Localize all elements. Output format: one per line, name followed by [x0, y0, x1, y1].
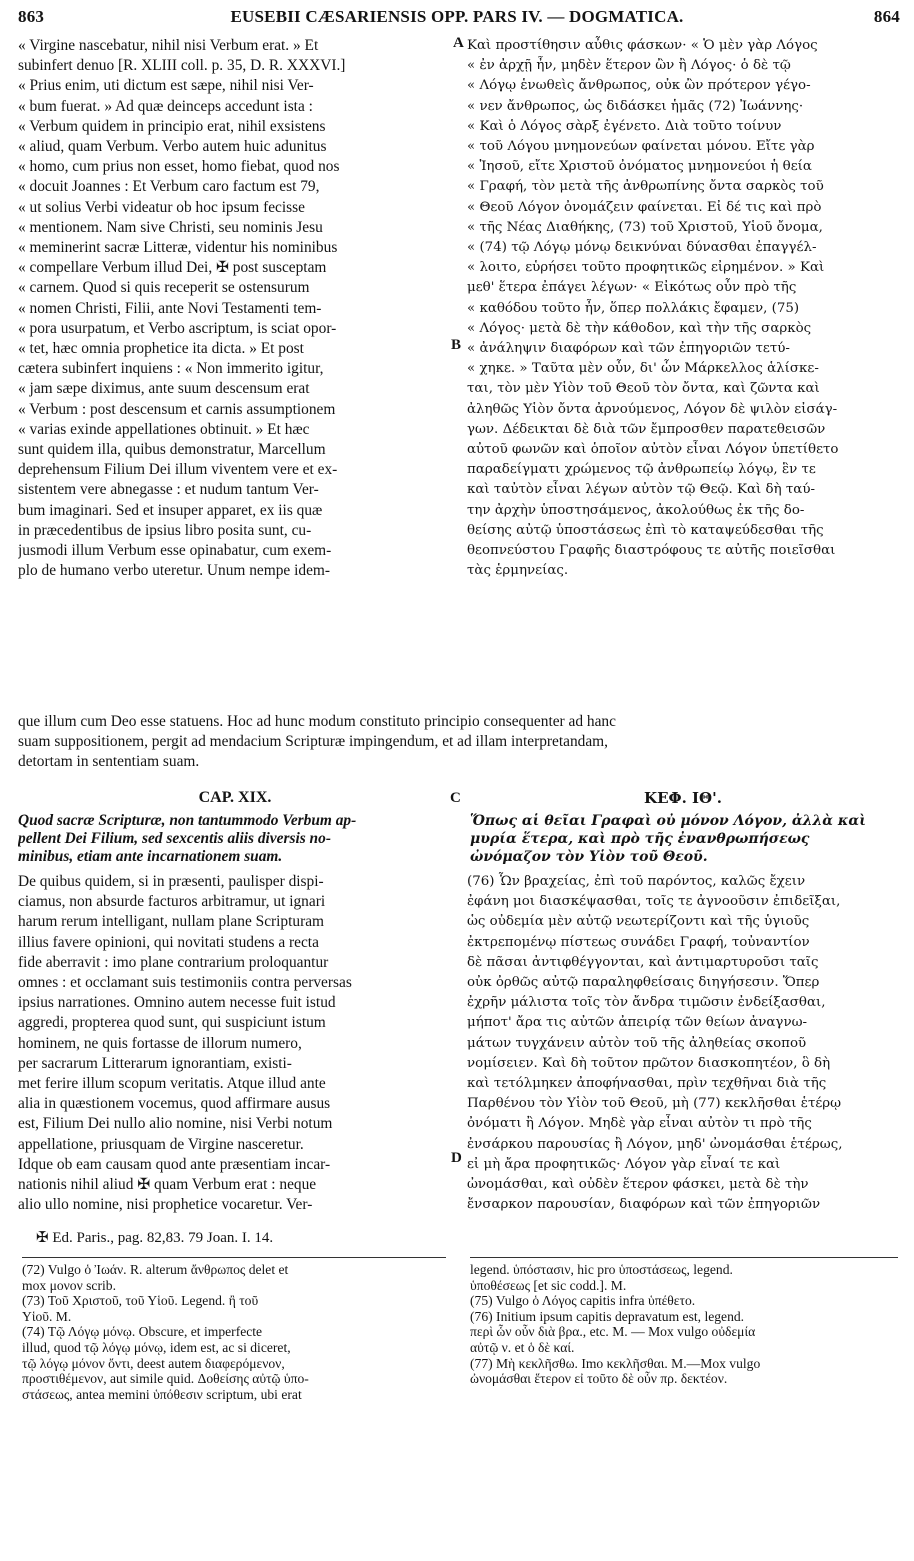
greek-summary-line: ὠνόμαζον τὸν Υἱὸν τοῦ Θεοῦ.	[470, 849, 708, 865]
greek-line: « Λόγῳ ἑνωθεὶς ἄνθρωπος, οὐκ ὢν πρότερον γέγο-	[467, 78, 811, 94]
greek-text-line: καὶ τετόλμηκεν ἀποφήνασθαι, πρὶν τεχθῆναι διὰ τῆς	[467, 1076, 827, 1092]
greek-chapter-summary	[470, 812, 902, 866]
full-width-line: suam suppositionem, pergit ad mendacium Scripturæ impingendum, et ad illam interpretandam,	[18, 733, 608, 751]
latin-line: « ut solius Verbi videatur ob hoc ipsum fecisse	[18, 198, 305, 216]
latin-chapter-text	[18, 872, 452, 1215]
page-number-left: 863	[18, 7, 45, 26]
greek-line: « καθόδου τοῦτο ἦν, ὅπερ πολλάκις ἔφαμεν, (75)	[467, 300, 800, 316]
greek-text-line: (76) Ὧν βραχείας, ἐπὶ τοῦ παρόντος, καλῶς ἔχειν	[467, 874, 806, 889]
latin-text-line: omnes : et occlamant suis testimoniis contra perversas	[18, 974, 352, 992]
latin-text-line: ipsius narrationes. Omnino autem necesse fuit istud	[18, 994, 336, 1012]
footnote-line: (73) Τοῦ Χριστοῦ, τοῦ Υἱοῦ. Legend. ἢ τοῦ	[22, 1293, 259, 1309]
footnote-line: αὐτῷ ν. et ὁ δὲ καί.	[470, 1339, 575, 1355]
footnote-line: περὶ ὧν οὖν διὰ βρα., etc. M. — Mox vulgo οὐδεμία	[470, 1324, 756, 1340]
edition-note: ✠ Ed. Paris., pag. 82,83. 79 Joan. I. 14.	[36, 1230, 274, 1246]
latin-chapter-heading: CAP. XIX.	[198, 789, 272, 806]
latin-chapter-summary	[18, 812, 452, 866]
latin-line: « nomen Christi, Filii, ante Novi Testamenti tem-	[18, 299, 322, 317]
greek-line: θείσης αὐτῷ ὑποστάσεως ἐπὶ τὸ καταψεύδεσθαι τῆς	[467, 522, 824, 538]
margin-letter-c: C	[450, 790, 461, 806]
latin-line: jusmodi illum Verbum esse opinabatur, cum exem-	[18, 542, 332, 560]
latin-text-line: Idque ob eam causam quod ante præsentiam incar-	[18, 1155, 331, 1173]
greek-text-line: ὡς οὐδεμία μὲν αὐτῷ νεωτερίζοντι καὶ τῆς ὑγιοῦς	[467, 914, 810, 930]
greek-text-line: δὲ πᾶσαι ἀντιφθέγγονται, καὶ ἀντιμαρτυροῦσι ταῖς	[467, 954, 819, 970]
footnote-line: (76) Initium ipsum capitis depravatum est, legend.	[470, 1308, 745, 1324]
footnote-line: (77) Μὴ κεκλῆσθω. Imo κεκλῆσθαι. M.—Mox vulgo	[470, 1355, 761, 1371]
latin-summary-line: minibus, etiam ante incarnationem suam.	[18, 848, 283, 865]
greek-line: « νεν ἄνθρωπος, ὡς διδάσκει ἡμᾶς (72) Ἰωάννης·	[467, 98, 804, 114]
greek-line: την ἀρχὴν ὑποστησάμενος, ἀκολούθως ἐκ τῆς δο-	[467, 502, 805, 518]
greek-text-line: ἐκτρεπομένῳ πίστεως συνάδει Γραφή, τοὐναντίον	[467, 934, 810, 950]
greek-line: παραδείγματι χρώμενος τῷ ἀνθρωπείῳ λόγῳ, ἓν τε	[467, 462, 816, 478]
latin-line: « carnem. Quod si quis receperit se ostensurum	[18, 279, 310, 297]
latin-line: « mentionem. Nam sive Christi, seu nominis Jesu	[18, 218, 323, 236]
footnote-line: (75) Vulgo ὁ Λόγος capitis infra ὑπέθετο.	[470, 1293, 696, 1309]
margin-letter-a: A	[453, 35, 464, 51]
latin-line: deprehensum Filium Dei illum viventem vere et ex-	[18, 461, 338, 479]
greek-text-line: ὠνομάσθαι, καὶ οὐδὲν ἕτερον φάσκει, μετὰ δὲ τὴν	[467, 1177, 809, 1193]
greek-text-line: οὐκ ὀρθῶς αὐτῷ παραληφθείσαις διηγήσεσιν. Ὅπερ	[467, 975, 820, 991]
greek-text-line: ἐχρῆν μάλιστα τοῖς τὸν ἄνδρα τιμῶσιν ἐνδείξασθαι,	[467, 995, 826, 1011]
footnote-line: ὑποθέσεως [et sic codd.]. M.	[470, 1277, 627, 1293]
greek-text-line: Παρθένου τὸν Υἱὸν τοῦ Θεοῦ, μὴ (77) κεκλῆσθαι ἑτέρῳ	[467, 1096, 842, 1112]
latin-text-line: est, Filium Dei nullo alio nomine, nisi Verbi notum	[18, 1115, 333, 1133]
greek-text-line: εἰ μὴ ἄρα προφητικῶς· Λόγον γὰρ εἶναί τε καὶ	[467, 1156, 781, 1172]
latin-summary-line: Quod sacræ Scripturæ, non tantummodo Verbum ap-	[18, 812, 357, 829]
latin-text-line: appellatione, priusquam de Virgine nasceretur.	[18, 1135, 304, 1153]
greek-line: γων. Δέδεικται δὲ διὰ τῶν ἔμπροσθεν παρατεθεισῶν	[467, 421, 826, 437]
greek-line: « λοιτο, εὑρήσει τοῦτο προφητικῶς εἰρημένον. » Καὶ	[467, 260, 825, 276]
greek-text-line: ἐφάνη μοι διασκέψασθαι, τοῖς τε ἀγνοοῦσιν ἐπιδεῖξαι,	[467, 894, 841, 910]
greek-line: θεοπνεύστου Γραφῆς διαστρόφους τε αὐτῆς ποιεῖσθαι	[467, 543, 836, 559]
greek-column-top	[467, 36, 899, 581]
latin-text-line: per sacrarum Litterarum ignorantiam, existi-	[18, 1054, 292, 1072]
latin-line: subinfert denuo [R. XLIII coll. p. 35, D. R. XXXVI.]	[18, 57, 346, 75]
greek-text-line: ὀνόματι ἢ Λόγον. Μηδὲ γὰρ εἶναι αὐτὸν τι πρὸ τῆς	[467, 1116, 812, 1132]
full-width-line: detortam in sententiam suam.	[18, 753, 200, 771]
greek-text-line: μήποτ' ἄρα τις αὐτῶν ἀπειρίᾳ τῶν θείων ἀναγνω-	[467, 1015, 808, 1031]
greek-chapter-text	[467, 872, 899, 1215]
footnote-line: mox μονον scrib.	[22, 1277, 116, 1293]
greek-text-line: ἐνσάρκου παρουσίας ἢ Λόγον, μηδ' ὠνομάσθαι ἑτέρως,	[467, 1136, 843, 1152]
latin-line: « varias exinde appellationes obtinuit. » Et hæc	[18, 420, 310, 438]
footnotes-left	[22, 1262, 450, 1402]
greek-line: « Λόγος· μετὰ δὲ τὴν κάθοδον, καὶ τὴν τῆς σαρκὸς	[467, 320, 812, 336]
latin-text-line: alio ullo nomine, nisi prophetice vocaretur. Ver-	[18, 1196, 313, 1214]
greek-text-line: νομίσειεν. Καὶ δὴ τοῦτον πρῶτον διασκοπητέον, ὃ δὴ	[467, 1055, 831, 1071]
full-width-line: que illum cum Deo esse statuens. Hoc ad hunc modum constituto principio consequenter ad hanc	[18, 713, 616, 730]
greek-line: « τοῦ Λόγου μνημονεύων φαίνεται μόνου. Εἴτε γὰρ	[467, 139, 815, 155]
footnote-line: legend. ὑπόστασιν, hic pro ὑποστάσεως, legend.	[470, 1262, 733, 1277]
latin-text-line: illius favere opinioni, qui novitati studens a recta	[18, 933, 319, 951]
running-title: EUSEBII CÆSARIENSIS OPP. PARS IV. — DOGMATICA.	[230, 7, 684, 26]
latin-text-line: aggredi, propterea quod sunt, qui suspiciunt istum	[18, 1014, 326, 1032]
latin-text-line: De quibus quidem, si in præsenti, paulisper dispi-	[18, 873, 324, 890]
greek-line: « (74) τῷ Λόγῳ μόνῳ δεικνύναι δύνασθαι ἐπαγγέλ-	[467, 240, 817, 256]
latin-text-line: alia in quæstionem vocemus, quod affirmare ausus	[18, 1095, 331, 1113]
latin-line: « compellare Verbum illud Dei, ✠ post susceptam	[18, 259, 327, 277]
footnote-line: Υἱοῦ. M.	[22, 1308, 72, 1324]
latin-text-line: hominem, ne quis fortasse de illorum numero,	[18, 1034, 302, 1052]
latin-line: « Virgine nascebatur, nihil nisi Verbum erat. » Et	[18, 37, 319, 54]
margin-letter-d: D	[451, 1150, 462, 1166]
footnote-line: illud, quod τῷ λόγῳ μόνῳ, idem est, ac si diceret,	[22, 1339, 291, 1355]
latin-line: « Prius enim, uti dictum est sæpe, nihil nisi Ver-	[18, 77, 314, 95]
greek-line: τὰς ἑρμηνείας.	[467, 563, 569, 579]
greek-line: αὐτοῦ φωνῶν καὶ ὁποῖον αὐτὸν εἶναι Λόγον ὑπετίθετο	[467, 442, 839, 458]
greek-summary-line: μυρία ἕτερα, καὶ πρὸ τῆς ἐνανθρωπήσεως	[470, 831, 810, 847]
greek-summary-line: Ὅπως αἱ θεῖαι Γραφαὶ οὐ μόνον Λόγον, ἀλλὰ καὶ	[470, 813, 866, 829]
latin-column-top	[18, 36, 452, 581]
footnotes-right	[470, 1262, 900, 1387]
full-width-paragraph	[18, 712, 899, 773]
footnote-line: ὠνομάσθαι ἕτερον εἰ τοῦτο δὲ οὖν πρ. δεκτέον.	[470, 1371, 728, 1387]
footnote-line: τῷ λόγῳ μόνον ὄντι, deest autem διαφερόμενον,	[22, 1355, 285, 1371]
footnote-line: προστιθέμενον, aut simile quid. Δοθείσης αὐτῷ ὑπο-	[22, 1371, 309, 1387]
greek-line: Καὶ προστίθησιν αὖθις φάσκων· « Ὁ μὲν γὰρ Λόγος	[467, 38, 818, 53]
latin-line: bum imaginari. Sed et insuper apparet, ex iis quæ	[18, 501, 323, 519]
footnote-line: (72) Vulgo ὁ Ἰωάν. R. alterum ἄνθρωπος delet et	[22, 1262, 289, 1277]
greek-line: « ἐν ἀρχῇ ἦν, μηδὲν ἕτερον ὢν ἢ Λόγος· ὁ δὲ τῷ	[467, 58, 791, 74]
latin-line: « docuit Joannes : Et Verbum caro factum est 79,	[18, 178, 320, 196]
latin-text-line: ciamus, non absurde facturos arbitramur, ut ignari	[18, 893, 326, 911]
latin-text-line: fide aberravit : imo plane contrarium proloquantur	[18, 953, 329, 971]
footnote-rule-right	[470, 1257, 898, 1258]
greek-line: μεθ' ἕτερα ἐπάγει λέγων· « Εἰκότως οὖν πρὸ τῆς	[467, 280, 797, 296]
latin-line: sunt quidem illa, quibus demonstratur, Marcellum	[18, 441, 326, 459]
greek-line: ται, τὸν μὲν Υἱὸν τοῦ Θεοῦ τὸν ὄντα, καὶ ζῶντα καὶ	[467, 381, 820, 397]
latin-line: « aliud, quam Verbum. Verbo autem huic adunitus	[18, 138, 327, 156]
latin-text-line: nationis nihil aliud ✠ quam Verbum erat : neque	[18, 1176, 317, 1194]
greek-line: « Γραφή, τὸν μετὰ τῆς ἀνθρωπίνης ὄντα σαρκὸς τοῦ	[467, 179, 824, 195]
greek-text-line: ἔνσαρκον παρουσίαν, διαφόρων καὶ τῶν ἐπηγοριῶν	[467, 1197, 821, 1213]
footnote-line: (74) Τῷ Λόγῳ μόνῳ. Obscure, et imperfecte	[22, 1324, 263, 1340]
latin-line: in præcedentibus de ipsius libro posita sunt, cu-	[18, 521, 312, 539]
page-number-right: 864	[873, 7, 900, 26]
greek-line: ἀληθῶς Υἱὸν ὄντα ἀρνούμενος, Λόγον δὲ ψιλὸν εἰσάγ-	[467, 401, 838, 417]
latin-summary-line: pellent Dei Filium, sed sexcentis aliis diversis no-	[18, 830, 331, 847]
footnote-line: στάσεως, antea memini ὑπόθεσιν scriptum, ubi erat	[22, 1386, 302, 1402]
latin-line: « jam sæpe diximus, ante suum descensum erat	[18, 380, 310, 398]
latin-text-line: harum rerum intelligant, nullam plane Scripturam	[18, 913, 325, 931]
greek-chapter-heading: ΚΕΦ. ΙΘ'.	[644, 789, 722, 807]
latin-line: « Verbum : post descensum et carnis assumptionem	[18, 400, 336, 418]
greek-line: καὶ ταὐτὸν εἶναι λέγων αὐτὸν τῷ Θεῷ. Καὶ δὴ ταύ-	[467, 482, 815, 498]
latin-line: « homo, cum prius non esset, homo fiebat, quod nos	[18, 158, 340, 176]
latin-line: « pora usurpatum, et Verbo ascriptum, is sciat opor-	[18, 319, 337, 337]
margin-letter-b: B	[451, 337, 462, 353]
latin-line: sistentem vere abnegasse : et nudum tantum Ver-	[18, 481, 319, 499]
latin-line: cætera subinfert inquiens : « Non immerito igitur,	[18, 360, 324, 378]
greek-line: « Ἰησοῦ, εἴτε Χριστοῦ ὀνόματος μνημονεύοι ἡ θεία	[467, 159, 812, 175]
footnote-rule-left	[22, 1257, 446, 1258]
greek-line: « ἀνάληψιν διαφόρων καὶ τῶν ἐπηγοριῶν τετύ-	[467, 341, 790, 357]
greek-line: « χηκε. » Ταῦτα μὲν οὖν, δι' ὧν Μάρκελλος ἁλίσκε-	[467, 361, 819, 377]
greek-line: « Θεοῦ Λόγον ὀνομάζειν φαίνεται. Εἰ δέ τις καὶ πρὸ	[467, 199, 822, 215]
latin-line: « tet, hæc omnia prophetice ita dicta. » Et post	[18, 340, 304, 358]
latin-line: « meminerint sacræ Litteræ, videntur his nominibus	[18, 239, 338, 257]
greek-line: « Καὶ ὁ Λόγος σὰρξ ἐγένετο. Διὰ τοῦτο τοίνυν	[467, 118, 782, 134]
greek-line: « τῆς Νέας Διαθήκης, (73) τοῦ Χριστοῦ, Υἱοῦ ὄνομα,	[467, 219, 823, 235]
latin-text-line: met ferire illum scopum veritatis. Atque illud ante	[18, 1075, 326, 1093]
greek-text-line: μάτων τυγχάνειν αὐτὸν τοῦ τῆς ἀληθείας σκοποῦ	[467, 1035, 807, 1051]
latin-line: « bum fuerat. » Ad quæ deinceps accedunt ista :	[18, 97, 313, 115]
latin-line: plo de humano verbo uteretur. Unum nempe idem-	[18, 562, 331, 580]
latin-line: « Verbum quidem in principio erat, nihil exsistens	[18, 117, 326, 135]
